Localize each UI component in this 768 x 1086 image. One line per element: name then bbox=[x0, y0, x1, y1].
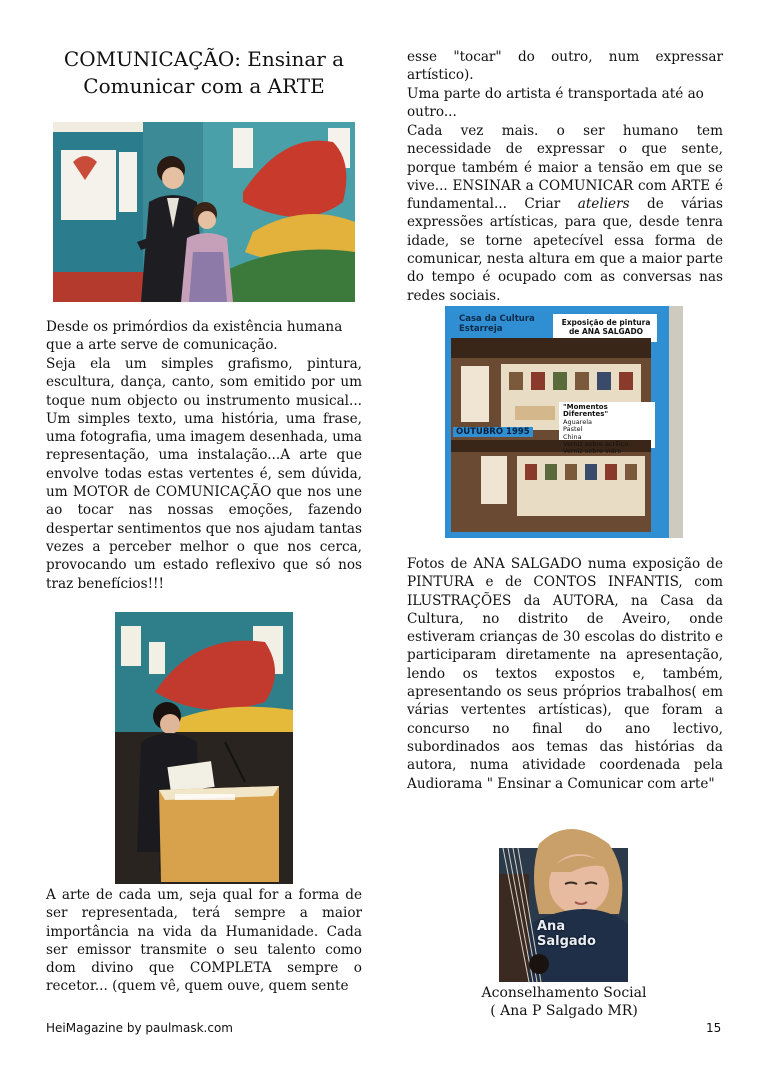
poster-date: OUTUBRO 1995 bbox=[453, 427, 533, 437]
author-caption bbox=[450, 984, 678, 1020]
poster-venue: Casa da Cultura Estarreja bbox=[459, 314, 535, 334]
intro-line-1: Desde os primórdios da existência humana bbox=[46, 319, 343, 335]
author-photo bbox=[499, 814, 628, 982]
ateliers-emphasis: ateliers bbox=[577, 196, 630, 213]
exhibition-poster-photo bbox=[445, 306, 683, 538]
exhibition-photo-1 bbox=[53, 122, 355, 302]
title-line-2: Comunicar com a ARTE bbox=[83, 74, 325, 98]
poster-series: "Momentos Diferentes" Aguarela Pastel China Verniz sobre acrílico Verniz sobre vidro bbox=[563, 403, 629, 456]
closing-paragraph-left: A arte de cada um, seja qual for a forma de ser representada, terá sempre a maior importância na vida da Humanidade. Cada ser emissor transmite o seu talento como dom divino que COMPLETA sempre o recetor... (quem vê, quem ouve, quem sente bbox=[46, 887, 362, 995]
intro-paragraph bbox=[46, 318, 362, 355]
footer-page-number: 15 bbox=[706, 1021, 722, 1035]
exhibition-description-paragraph: Fotos de ANA SALGADO numa exposição de PINTURA e de CONTOS INFANTIS, com ILUSTRAÇÕES da AUTORA, na Casa da Cultura, no distrito de Aveiro, onde estiveram crianças de 30 escolas do distrito e participaram diretamente na apresentação, lendo os textos expostos e, também, apresentando os seus próprios trabalhos( em várias vertentes artísticas), que foram a concurso no final do ano lectivo, subordinados aos temas das histórias da autora, numa atividade coordenada pela Audiorama " Ensinar a Comunicar com arte" bbox=[407, 556, 723, 792]
article-title bbox=[46, 46, 362, 100]
intro-line-2: que a arte serve de comunicação. bbox=[46, 337, 278, 354]
author-caption-line-2: ( Ana P Salgado MR) bbox=[490, 1003, 638, 1019]
continued-paragraph: esse "tocar" do outro, num expressar artístico). bbox=[407, 49, 723, 84]
artist-paragraph: Uma parte do artista é transportada até ao outro... bbox=[407, 86, 704, 121]
title-line-1: COMUNICAÇÃO: Ensinar a bbox=[63, 47, 345, 71]
poster-exhibition-label: Exposição de pintura de ANA SALGADO bbox=[561, 318, 651, 336]
author-caption-line-1: Aconselhamento Social bbox=[481, 985, 647, 1001]
art-forms-paragraph: Seja ela um simples grafismo, pintura, escultura, dança, canto, som emitido por um toque num objecto ou instrumento musical... Um simples texto, uma história, uma frase, uma fotografia, uma imagem desenhada, uma representação, uma instalação...A arte que envolve todas estas vertentes é, sem dúvida, um MOTOR de COMUNICAÇÃO que nos une ao tocar nas nossas emoções, fazendo despertar sentimentos que nos ajudam tantas vezes a perceber melhor o que nos cerca, provocando um estado reflexivo que só nos traz benefícios!!! bbox=[46, 356, 363, 592]
exhibition-photo-2 bbox=[115, 612, 293, 884]
teaching-paragraph: Cada vez mais. o ser humano tem necessidade de expressar o que sente, porque também é maior a tensão em que se vive... ENSINAR a COMUNICAR com ARTE é fundamental... Criar ateliers de várias expressões artísticas, para que, desde tenra idade, se torne apetecível essa forma de comunicar, nesta altura em que a maior parte do tempo é ocupado com as conversas nas redes sociais. bbox=[407, 123, 723, 304]
author-photo-overlay-name: Ana Salgado bbox=[537, 919, 596, 949]
footer-publication: HeiMagazine by paulmask.com bbox=[46, 1021, 233, 1035]
